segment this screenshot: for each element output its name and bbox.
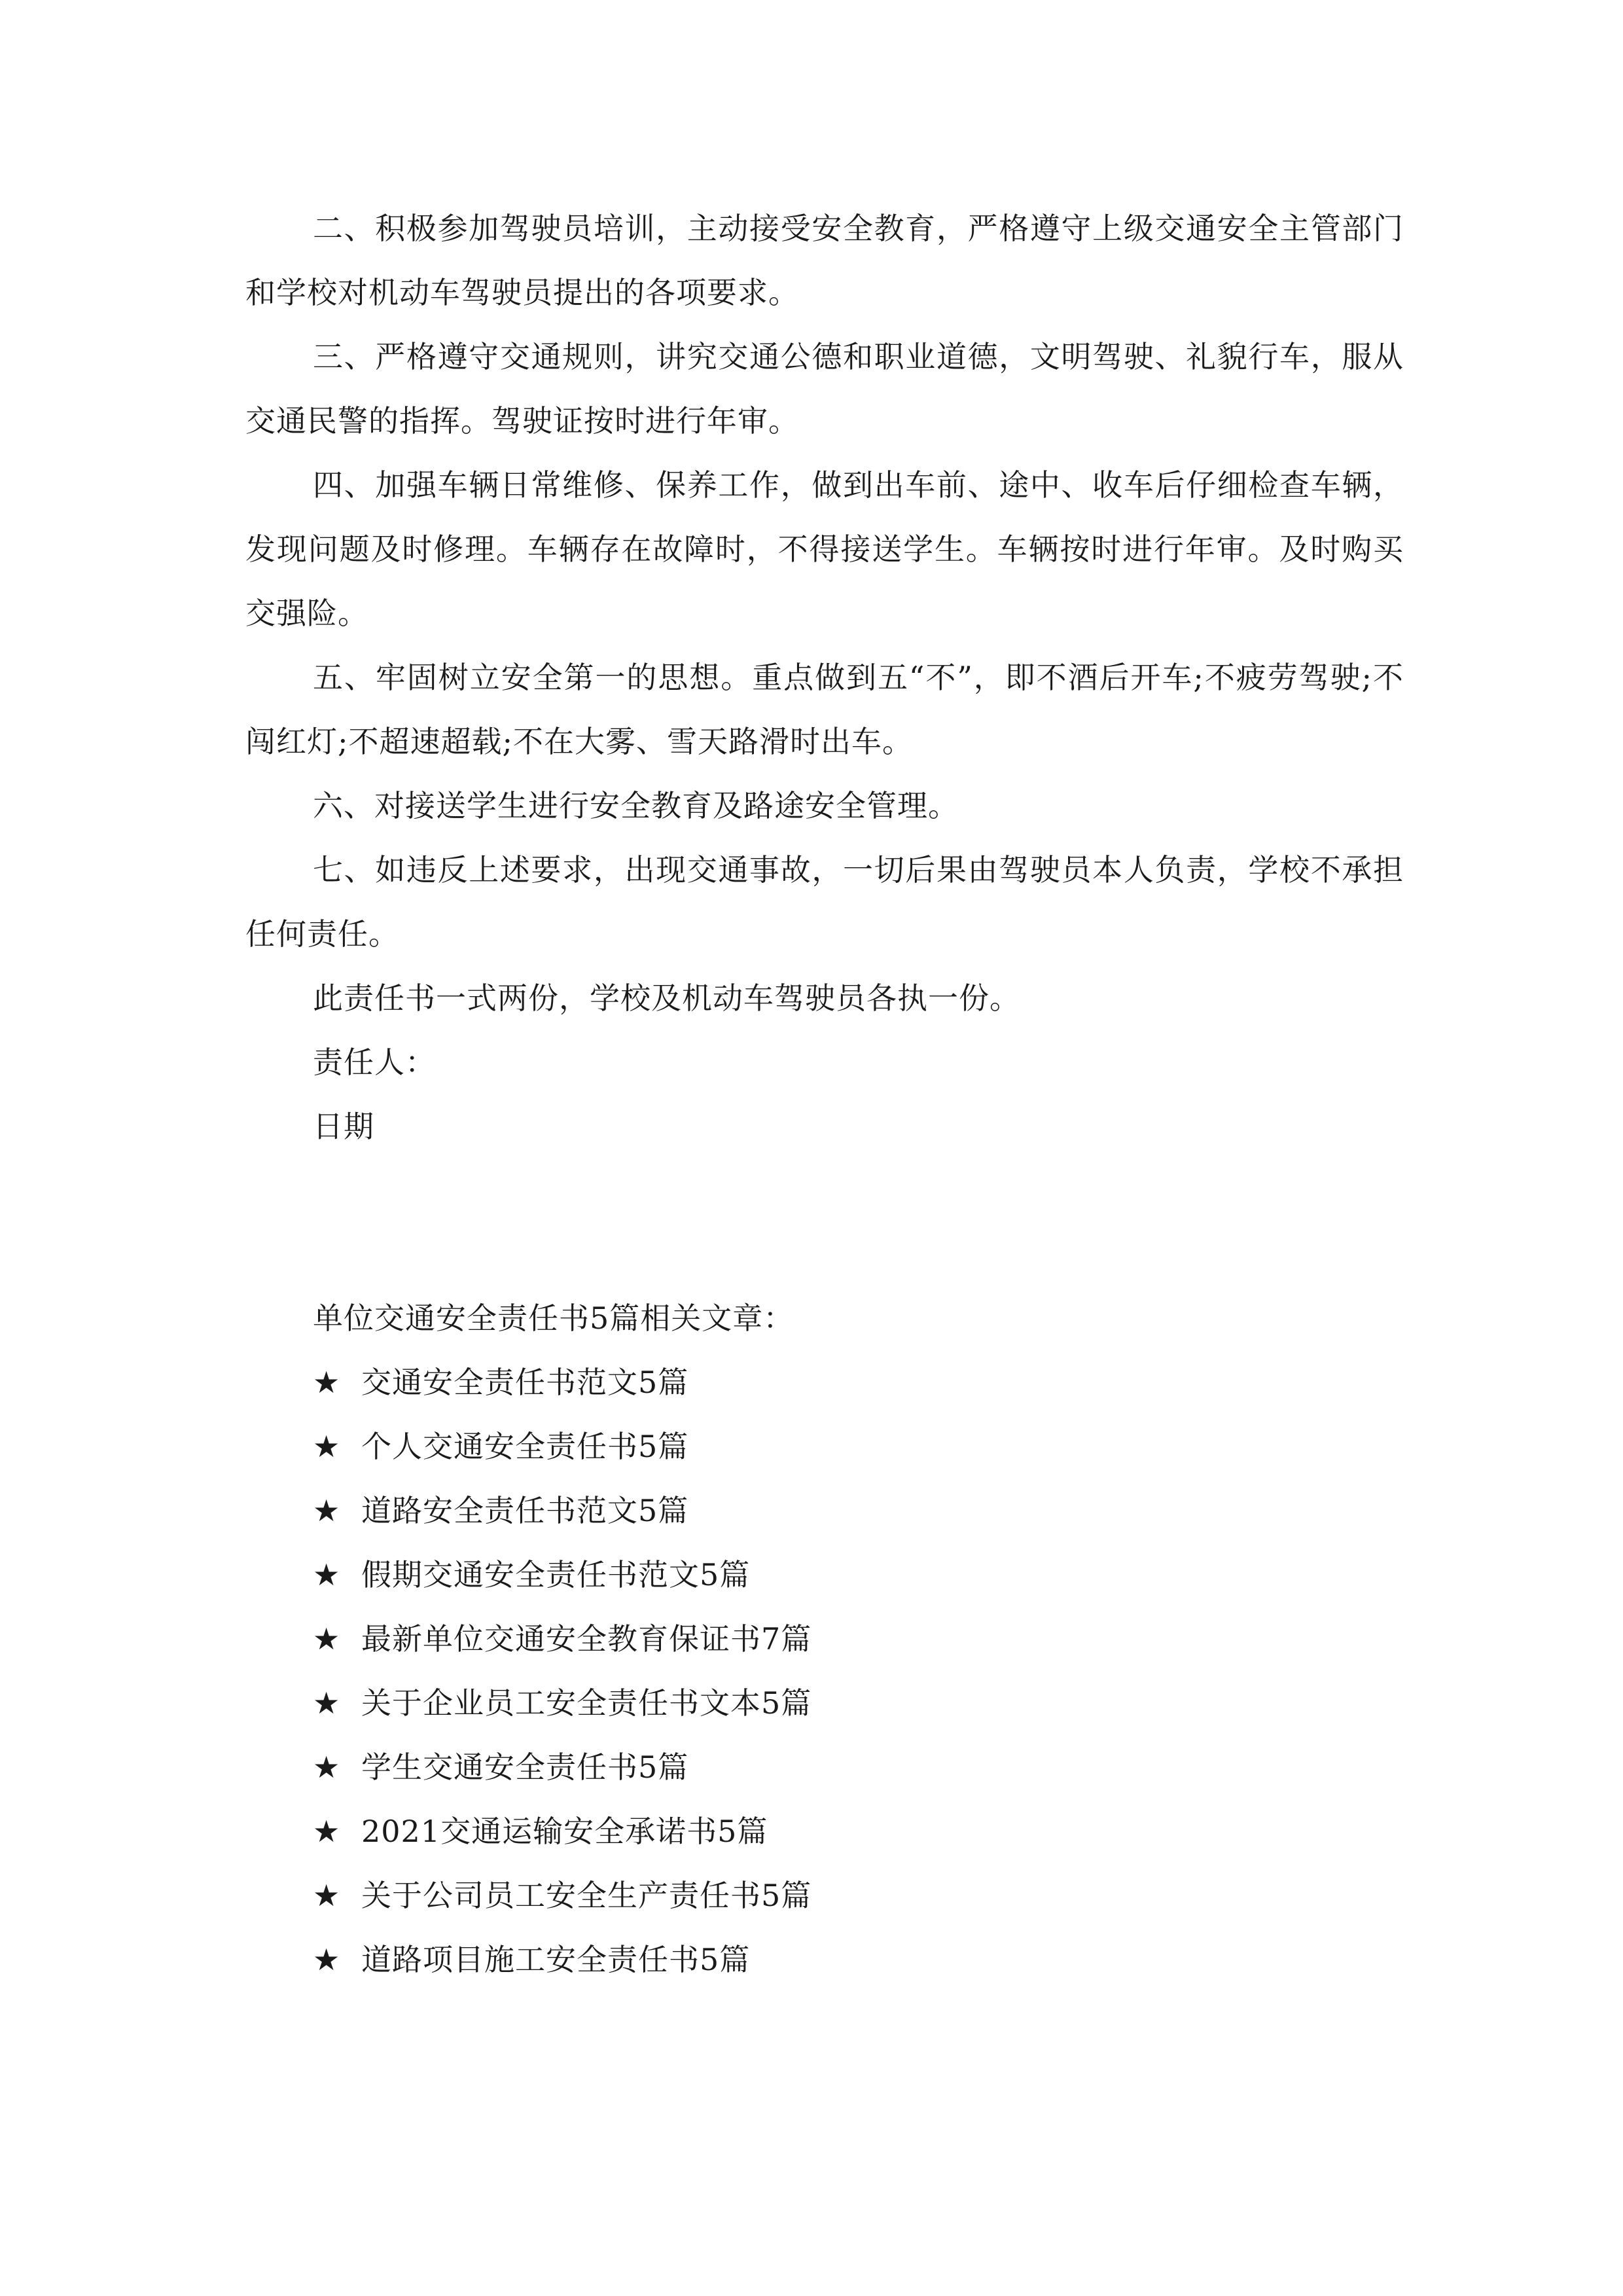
related-article-link[interactable] <box>245 1543 1404 1607</box>
responsible-person-label: 责任人： <box>313 1045 436 1080</box>
related-article-title: 假期交通安全责任书范文5篇 <box>361 1557 751 1592</box>
paragraph-item-5: 五、牢固树立安全第一的思想。重点做到五“不”，即不酒后开车;不疲劳驾驶;不闯红灯;不超速超载;不在大雾、雪天路滑时出车。 <box>245 660 1404 759</box>
related-article-title: 道路项目施工安全责任书5篇 <box>361 1942 751 1977</box>
related-article-title: 交通安全责任书范文5篇 <box>361 1365 689 1400</box>
copies-statement: 此责任书一式两份，学校及机动车驾驶员各执一份。 <box>313 980 1020 1016</box>
paragraph-item-2: 二、积极参加驾驶员培训，主动接受安全教育，严格遵守上级交通安全主管部门和学校对机动车驾驶员提出的各项要求。 <box>245 211 1404 310</box>
related-article-title: 最新单位交通安全教育保证书7篇 <box>361 1621 812 1657</box>
related-articles-heading: 单位交通安全责任书5篇相关文章： <box>313 1300 794 1336</box>
related-article-title: 关于企业员工安全责任书文本5篇 <box>361 1685 812 1721</box>
paragraph-item-3: 三、严格遵守交通规则，讲究交通公德和职业道德，文明驾驶、礼貌行车，服从交通民警的指挥。驾驶证按时进行年审。 <box>245 339 1404 439</box>
star-icon: ★ <box>313 1429 341 1464</box>
star-icon: ★ <box>313 1749 341 1785</box>
section-spacer <box>245 1158 1404 1286</box>
star-icon: ★ <box>313 1942 341 1977</box>
related-article-title: 道路安全责任书范文5篇 <box>361 1493 689 1528</box>
related-article-title: 关于公司员工安全生产责任书5篇 <box>361 1878 812 1913</box>
date-label: 日期 <box>313 1109 374 1144</box>
related-article-link[interactable] <box>245 1671 1404 1735</box>
related-article-link[interactable] <box>245 1607 1404 1671</box>
paragraph-item-6: 六、对接送学生进行安全教育及路途安全管理。 <box>313 788 959 823</box>
paragraph-item-4: 四、加强车辆日常维修、保养工作，做到出车前、途中、收车后仔细检查车辆，发现问题及时修理。车辆存在故障时，不得接送学生。车辆按时进行年审。及时购买交强险。 <box>245 467 1404 631</box>
related-article-title: 学生交通安全责任书5篇 <box>361 1749 689 1785</box>
paragraph-item-7: 七、如违反上述要求，出现交通事故，一切后果由驾驶员本人负责，学校不承担任何责任。 <box>245 852 1404 952</box>
related-article-title: 2021交通运输安全承诺书5篇 <box>361 1814 768 1849</box>
star-icon: ★ <box>313 1557 341 1592</box>
related-article-link[interactable] <box>245 1928 1404 1992</box>
star-icon: ★ <box>313 1878 341 1913</box>
related-article-link[interactable] <box>245 1479 1404 1543</box>
related-article-link[interactable] <box>245 1799 1404 1863</box>
related-article-link[interactable] <box>245 1863 1404 1928</box>
document-body <box>245 196 1404 1992</box>
star-icon: ★ <box>313 1621 341 1657</box>
star-icon: ★ <box>313 1493 341 1528</box>
related-articles-list <box>245 1350 1404 1992</box>
related-article-title: 个人交通安全责任书5篇 <box>361 1429 689 1464</box>
star-icon: ★ <box>313 1685 341 1721</box>
star-icon: ★ <box>313 1814 341 1849</box>
related-article-link[interactable] <box>245 1735 1404 1799</box>
related-article-link[interactable] <box>245 1414 1404 1479</box>
star-icon: ★ <box>313 1365 341 1400</box>
related-article-link[interactable] <box>245 1350 1404 1414</box>
